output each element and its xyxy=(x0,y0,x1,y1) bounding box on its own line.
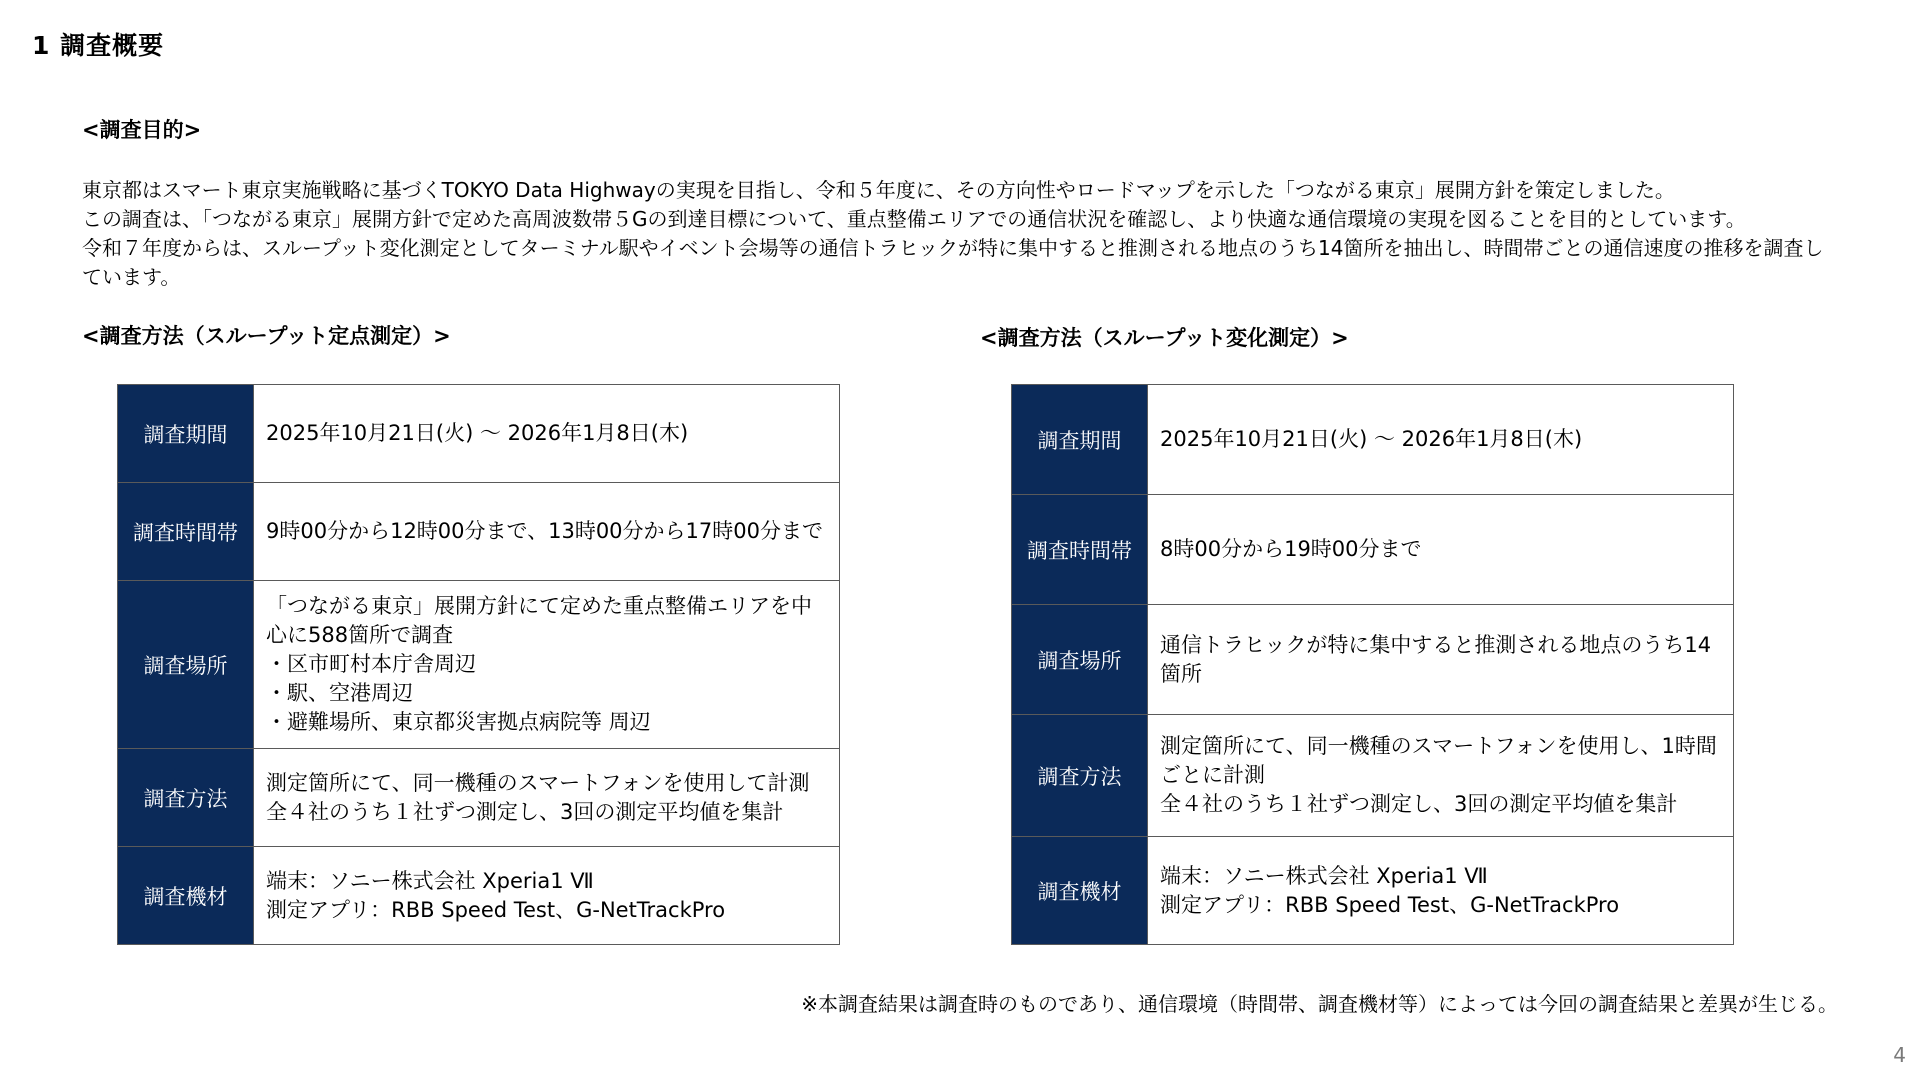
row-label-method: 調査方法 xyxy=(118,749,254,847)
table-row xyxy=(1012,715,1734,837)
row-label-location: 調査場所 xyxy=(118,581,254,749)
fixed-point-method-heading: <調査方法（スループット定点測定）> xyxy=(82,324,451,348)
table-row xyxy=(1012,605,1734,715)
row-value-method xyxy=(254,749,840,847)
section-title: 1 調査概要 xyxy=(32,31,165,60)
table-row xyxy=(118,749,840,847)
footnote: ※本調査結果は調査時のものであり、通信環境（時間帯、調査機材等）によっては今回の調査結果と差異が生じる。 xyxy=(801,992,1838,1016)
purpose-text xyxy=(82,176,1842,292)
row-label-period: 調査期間 xyxy=(118,385,254,483)
table-row xyxy=(118,847,840,945)
row-label-time: 調査時間帯 xyxy=(1012,495,1148,605)
value-line: 全４社のうち１社ずつ測定し、3回の測定平均値を集計 xyxy=(266,799,784,824)
value-line: 測定アプリ：RBB Speed Test、G-NetTrackPro xyxy=(1160,892,1620,917)
fixed-point-method-table xyxy=(117,384,840,945)
row-value-time xyxy=(254,483,840,581)
value-line: 測定アプリ：RBB Speed Test、G-NetTrackPro xyxy=(266,897,726,922)
row-label-equipment: 調査機材 xyxy=(118,847,254,945)
value-line: 端末：ソニー株式会社 Xperia1 Ⅶ xyxy=(1160,863,1488,888)
value-line: 測定箇所にて、同一機種のスマートフォンを使用し、1時間ごとに計測 xyxy=(1160,734,1717,787)
row-value-equipment xyxy=(1148,837,1734,945)
table-row xyxy=(1012,495,1734,605)
value-line: 2025年10月21日(火) ～ 2026年1月8日(木) xyxy=(1160,427,1583,451)
purpose-paragraph: 令和７年度からは、スループット変化測定としてターミナル駅やイベント会場等の通信トラヒックが特に集中すると推測される地点のうち14箇所を抽出し、時間帯ごとの通信速度の推移を調査しています。 xyxy=(82,236,1824,289)
purpose-paragraph: この調査は、「つながる東京」展開方針で定めた高周波数帯５Gの到達目標について、重点整備エリアでの通信状況を確認し、より快適な通信環境の実現を図ることを目的としています。 xyxy=(82,207,1746,231)
table-row xyxy=(118,581,840,749)
value-line: 全４社のうち１社ずつ測定し、3回の測定平均値を集計 xyxy=(1160,792,1678,816)
row-value-time xyxy=(1148,495,1734,605)
purpose-paragraph: 東京都はスマート東京実施戦略に基づくTOKYO Data Highwayの実現を目指し、令和５年度に、その方向性やロードマップを示した「つながる東京」展開方針を策定しました。 xyxy=(82,178,1675,202)
value-line: ・駅、空港周辺 xyxy=(266,681,413,705)
table-row xyxy=(118,385,840,483)
table-row xyxy=(1012,385,1734,495)
row-label-period: 調査期間 xyxy=(1012,385,1148,495)
value-line: ・避難場所、東京都災害拠点病院等 周辺 xyxy=(266,710,651,734)
value-line: 9時00分から12時00分まで、13時00分から17時00分まで xyxy=(266,519,823,543)
row-label-time: 調査時間帯 xyxy=(118,483,254,581)
page-number: 4 xyxy=(1893,1043,1906,1067)
variation-method-table xyxy=(1011,384,1734,945)
row-label-location: 調査場所 xyxy=(1012,605,1148,715)
row-value-location xyxy=(254,581,840,749)
row-value-period xyxy=(1148,385,1734,495)
row-value-location xyxy=(1148,605,1734,715)
value-line: ・区市町村本庁舎周辺 xyxy=(266,652,476,676)
value-line: 8時00分から19時00分まで xyxy=(1160,537,1422,561)
value-line: 「つながる東京」展開方針にて定めた重点整備エリアを中心に588箇所で調査 xyxy=(266,594,812,647)
value-line: 端末：ソニー株式会社 Xperia1 Ⅶ xyxy=(266,868,594,893)
row-label-equipment: 調査機材 xyxy=(1012,837,1148,945)
value-line: 2025年10月21日(火) ～ 2026年1月8日(木) xyxy=(266,421,689,445)
table-row xyxy=(1012,837,1734,945)
row-value-equipment xyxy=(254,847,840,945)
value-line: 測定箇所にて、同一機種のスマートフォンを使用して計測 xyxy=(266,770,810,795)
purpose-heading: <調査目的> xyxy=(82,118,202,142)
row-label-method: 調査方法 xyxy=(1012,715,1148,837)
value-line: 通信トラヒックが特に集中すると推測される地点のうち14箇所 xyxy=(1160,632,1712,686)
row-value-period xyxy=(254,385,840,483)
table-row xyxy=(118,483,840,581)
row-value-method xyxy=(1148,715,1734,837)
variation-method-heading: <調査方法（スループット変化測定）> xyxy=(980,326,1349,350)
